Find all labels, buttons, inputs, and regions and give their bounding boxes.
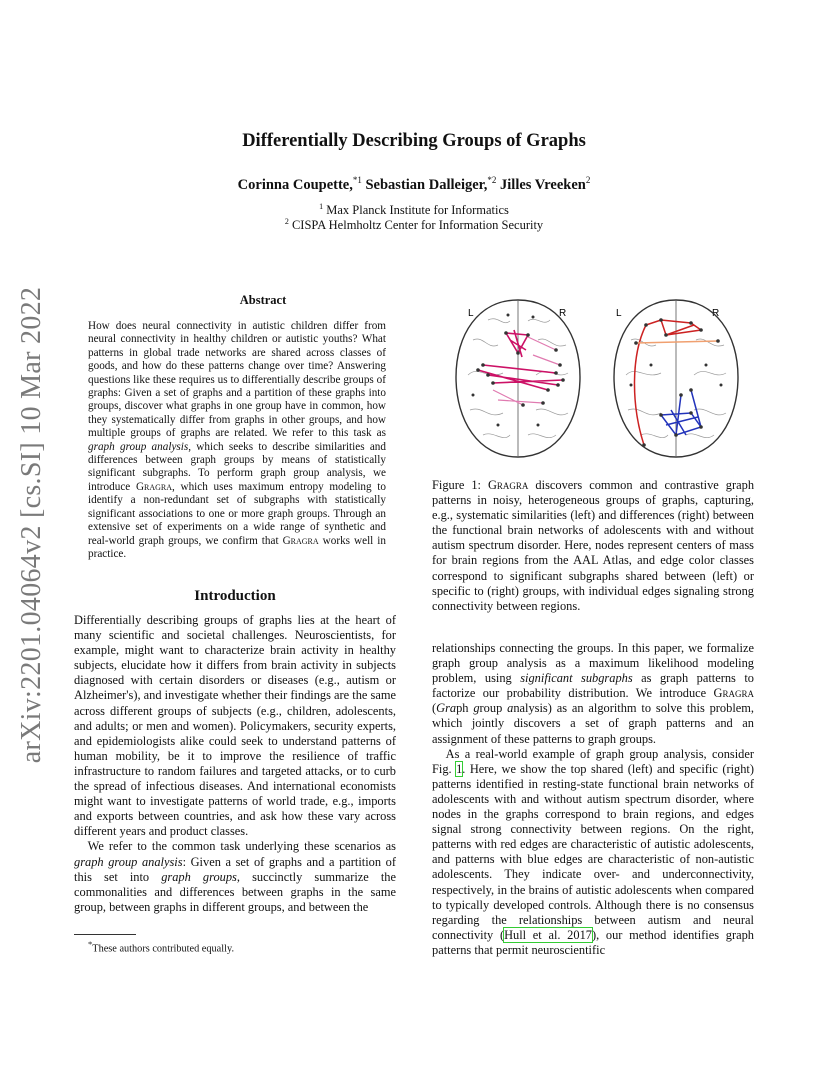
author-name: Sebastian Dalleiger, (365, 176, 488, 193)
autistic-pattern-edges (634, 320, 701, 445)
paragraph: We refer to the common task underlying these scenarios as graph group analysis: Given a set of graphs and a partition of this set into graph groups, succinctly summarize the commonalities and differences between graphs in the same group, between graphs in different groups, and between the (74, 839, 396, 914)
figure-reference-link[interactable]: 1 (456, 761, 463, 776)
autistic-pattern-edges (636, 341, 718, 343)
author-mark: *1 (352, 175, 362, 185)
abstract-heading: Abstract (239, 293, 287, 307)
author-mark: *2 (487, 175, 497, 185)
right-column-text (432, 641, 754, 958)
affiliation: $^1$ Max Planck Institute for Informatics (319, 202, 509, 218)
left-column-text (74, 613, 396, 915)
arxiv-stamp: arXiv:2201.04064v2 [cs.SI] 10 Mar 2022 (16, 286, 48, 763)
hemisphere-label: L (616, 308, 622, 319)
footnote: *These authors contributed equally. (88, 939, 235, 955)
hemisphere-label: R (712, 308, 720, 319)
footnote-rule (74, 934, 136, 935)
right-brain (614, 300, 738, 457)
figure-caption: Figure 1: Gragra discovers common and contrastive graph patterns in noisy, heterogeneous groups of graphs, capturing, e.g., systematic similarities (left) and differences (right) between the functional brain networks of adolescents with and without autism spectrum disorder. Here, nodes represent centers of mass for brain regions from the AAL Atlas, and edge color classes correspond to significant subgraphs shared between (left) or specific to (right) groups, with individual edges signaling strong connectivity between regions. (432, 478, 755, 613)
paragraph: Differentially describing groups of graphs lies at the heart of many scientific and societal challenges. Neuroscientists, for example, might want to characterize brain activity in healthy subjects, elucidate how it differs from brain activity in subjects diagnosed with certain disorders or diseases (e.g., autism or Alzheimer's), and investigate whether their findings are the same across different groups of subjects (e.g., children, adolescents, and adults; or men and women). Policymakers, security experts, and epidemiologists alike could seek to understand patterns of human mobility, be it to improve the resilience of traffic infrastructure to random failures and targeted attacks, or to curb the spread of infectious diseases. And international economists might want to investigate patterns of world trade, e.g., imports and exports between countries, and ask how these vary across different years and product classes. (74, 613, 396, 839)
shared-pattern-edges (478, 330, 563, 390)
affiliation: $^2$ CISPA Helmholtz Center for Information Security (284, 217, 544, 233)
figure-1-brain-networks (448, 295, 744, 460)
citation-link[interactable]: Hull et al. 2017 (504, 927, 592, 942)
author-name: Jilles Vreeken (500, 176, 586, 193)
hemisphere-label: R (559, 308, 567, 319)
abstract-text: How does neural connectivity in autistic children differ from neural connectivity in healthy children or autistic youths? What patterns in global trade networks are shared across classes of goods, and how do these patterns change over time? Answering questions like these requires us to differentially describe groups of graphs: Given a set of graphs and a partition of these graphs into groups, discover what graphs in one group have in common, how they systematically differ from graphs in other groups, and how multiple groups of graphs are related. We refer to this task as graph group analysis, which seeks to describe similarities and differences between graph groups by means of statistically significant subgraphs. To perform graph group analysis, we introduce Gragra, which uses maximum entropy modeling to identify a non-redundant set of subgraphs with statistically significant associations to one or more graph groups. Through an extensive set of experiments on a wide range of synthetic and real-world graph groups, we confirm that Gragra works well in practice. (88, 320, 386, 560)
left-brain (456, 300, 580, 457)
paper-title: Differentially Describing Groups of Graphs (242, 131, 586, 151)
section-heading: Introduction (194, 588, 276, 604)
shared-pattern-edges (493, 337, 560, 405)
hemisphere-label: L (468, 308, 474, 319)
paragraph: As a real-world example of graph group analysis, consider Fig. 1. Here, we show the top shared (left) and specific (right) patterns identified in resting-state functional brain networks of adolescents with and without autism spectrum disorder, where nodes in the graphs correspond to brain regions, and edges signal strong connectivity between regions. On the right, patterns with red edges are characteristic of autistic adolescents, and patterns with blue edges are characteristic of non-autistic adolescents. They indicate over- and underconnectivity, respectively, in the brains of autistic adolescents when compared to typically developed controls. Although there is no consensus regarding the relationships between autism and neural connectivity (Hull et al. 2017), our method identifies graph patterns that permit neuroscientific (432, 746, 754, 957)
paragraph: relationships connecting the groups. In this paper, we formalize graph group analysis as a maximum likelihood modeling problem, using significant subgraphs as graph patterns to factorize our probability distribution. We introduce Gragra (Graph group analysis) as an algorithm to solve this problem, which jointly discovers a set of graph patterns and an assignment of these patterns to graph groups. (432, 641, 754, 746)
author-mark: 2 (585, 175, 591, 185)
author-name: Corinna Coupette, (237, 176, 353, 193)
author-list (0, 175, 828, 194)
